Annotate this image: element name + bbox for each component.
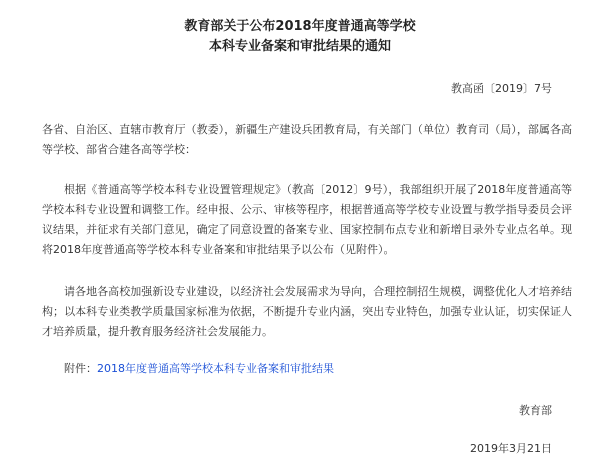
notice-title-line-2: 本科专业备案和审批结果的通知 — [208, 39, 391, 54]
notice-title-line-1: 教育部关于公布2018年度普通高等学校 — [184, 19, 416, 34]
salutation: 各省、自治区、直辖市教育厅（教委），新疆生产建设兵团教育局，有关部门（单位）教育司（局），部属各高等学校、部省合建各高等学校： — [42, 123, 572, 156]
body-paragraph-1: 根据《普通高等学校本科专业设置管理规定》（教高〔2012〕9号），我部组织开展了2018年度普通高等学校本科专业设置和调整工作。经申报、公示、审核等程序，根据普通高等学校专业设置与教学指导委员会评议结果，并征求有关部门意见，确定了同意设置的备案专业、国家控制布点专业和新增目录外专业点名单。现将2018年度普通高等学校本科专业备案和审批结果予以公布（见附件）。 — [42, 183, 572, 256]
attachment-link[interactable]: 2018年度普通高等学校本科专业备案和审批结果 — [97, 362, 334, 375]
document-number: 教高函〔2019〕7号 — [451, 82, 552, 95]
issuer: 教育部 — [519, 404, 552, 417]
issue-date: 2019年3月21日 — [470, 442, 552, 455]
attachment-label: 附件： — [64, 362, 97, 375]
attachment-line — [64, 360, 334, 378]
body-paragraph-2: 请各地各高校加强新设专业建设，以经济社会发展需求为导向，合理控制招生规模，调整优化人才培养结构；以本科专业类教学质量国家标准为依据，不断提升专业内涵，突出专业特色，加强专业认证，切实保证人才培养质量，提升教育服务经济社会发展能力。 — [42, 285, 572, 338]
